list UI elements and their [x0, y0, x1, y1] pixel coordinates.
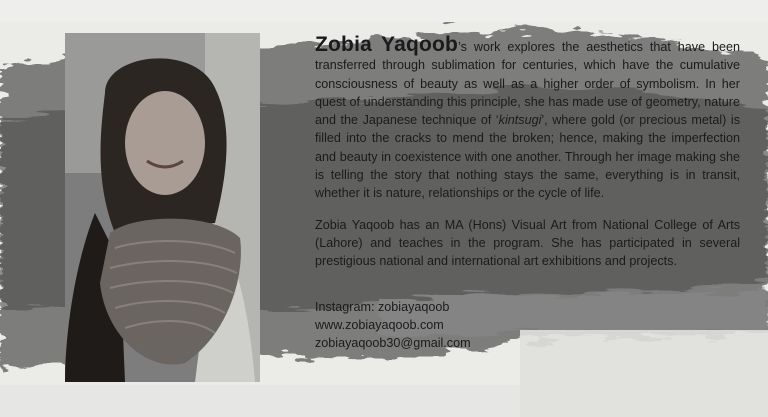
bio-text-part-1: ’s work explores the aesthetics that have been transferred through sublimation for centuries, which have the cumulative consciousness of beauty as well as a higher order of symbolism. In her quest of understanding this principle, she has made use of geometry, nature and the Japanese technique of ‘ [315, 40, 740, 128]
artist-portrait-photo [65, 33, 260, 382]
instagram-handle: Instagram: zobiayaqoob [315, 299, 450, 314]
artist-statement [315, 33, 740, 352]
website-link[interactable]: www.zobiayaqoob.com [315, 317, 444, 332]
bio-paragraph-2: Zobia Yaqoob has an MA (Hons) Visual Art from National College of Arts (Lahore) and teaches in the program. She has participated in several prestigious national and international art exhibitions and projects. [315, 217, 740, 269]
kintsugi-term: kintsugi [498, 113, 542, 128]
artist-name: Zobia Yaqoob [315, 33, 459, 56]
bio-paragraph-1 [315, 33, 740, 203]
email-address[interactable]: zobiayaqoob30@gmail.com [315, 336, 471, 351]
contact-info [315, 298, 740, 353]
bio-text-part-2: ’, where gold (or precious metal) is filled into the cracks to mend the broken; hence, making the imperfection and beauty in coexistence with one another. Through her image making she is telling the story that nothing stays the same, everything is in transit, whether it is nature, relationships or the cycle of life. [315, 113, 740, 201]
